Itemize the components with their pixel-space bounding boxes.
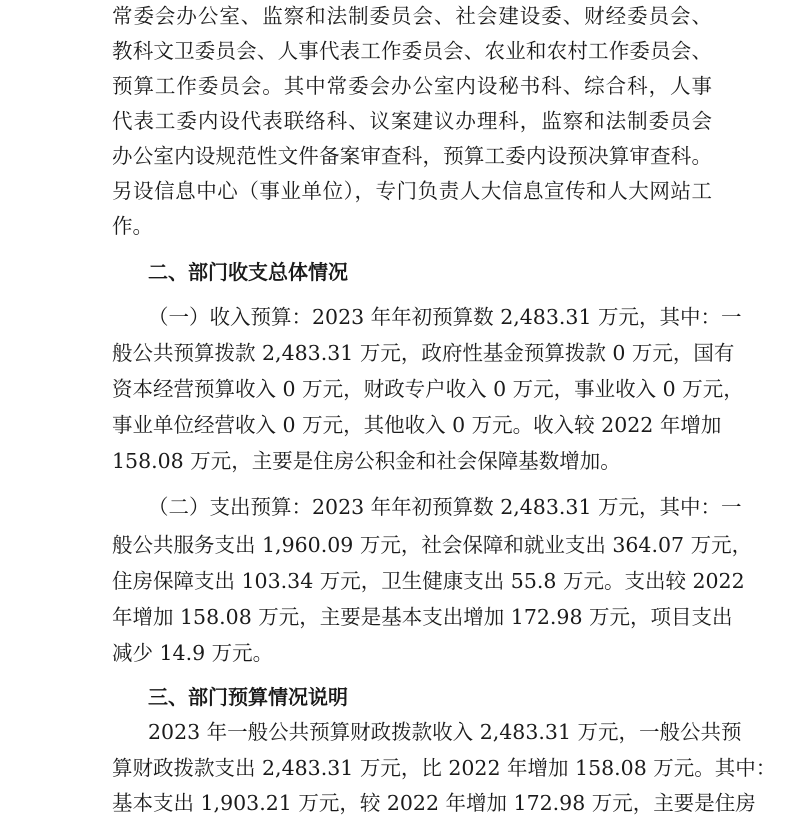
expense-paragraph-line: 住房保障支出 103.34 万元，卫生健康支出 55.8 万元。支出较 2022 [112,569,745,593]
expense-paragraph-line: （二）支出预算：2023 年年初预算数 2,483.31 万元，其中：一 [148,495,742,519]
expense-paragraph-line: 般公共服务支出 1,960.09 万元，社会保障和就业支出 364.07 万元， [112,533,753,557]
section-heading: 三、部门预算情况说明 [148,685,348,709]
expense-paragraph-line: 年增加 158.08 万元，主要是基本支出增加 172.98 万元，项目支出 [112,605,733,629]
income-paragraph-line: 158.08 万元，主要是住房公积金和社会保障基数增加。 [112,449,621,473]
income-paragraph-line: （一）收入预算：2023 年年初预算数 2,483.31 万元，其中：一 [148,305,742,329]
body-text-line: 常委会办公室、监察和法制委员会、社会建设委、财经委员会、 [112,4,712,28]
income-paragraph-line: 般公共预算拨款 2,483.31 万元，政府性基金预算拨款 0 万元，国有 [112,341,735,365]
budget-paragraph-line: 算财政拨款支出 2,483.31 万元，比 2022 年增加 158.08 万元。其中： [112,756,777,780]
body-text-line: 预算工作委员会。其中常委会办公室内设秘书科、综合科，人事 [112,74,712,98]
income-paragraph-line: 资本经营预算收入 0 万元，财政专户收入 0 万元，事业收入 0 万元， [112,377,744,401]
expense-paragraph-line: 减少 14.9 万元。 [112,641,274,665]
body-text-line: 代表工委内设代表联络科、议案建议办理科，监察和法制委员会 [112,109,712,133]
body-text-line: 教科文卫委员会、人事代表工作委员会、农业和农村工作委员会、 [112,39,712,63]
body-text-line: 作。 [112,214,153,238]
budget-paragraph-line: 2023 年一般公共预算财政拨款收入 2,483.31 万元，一般公共预 [148,720,742,744]
section-heading: 二、部门收支总体情况 [148,260,348,284]
income-paragraph-line: 事业单位经营收入 0 万元，其他收入 0 万元。收入较 2022 年增加 [112,413,722,437]
body-text-line: 另设信息中心（事业单位），专门负责人大信息宣传和人大网站工 [112,179,712,203]
budget-paragraph-line: 基本支出 1,903.21 万元，较 2022 年增加 172.98 万元，主要是住房 [112,791,756,815]
body-text-line: 办公室内设规范性文件备案审查科，预算工委内设预决算审查科。 [112,144,712,168]
